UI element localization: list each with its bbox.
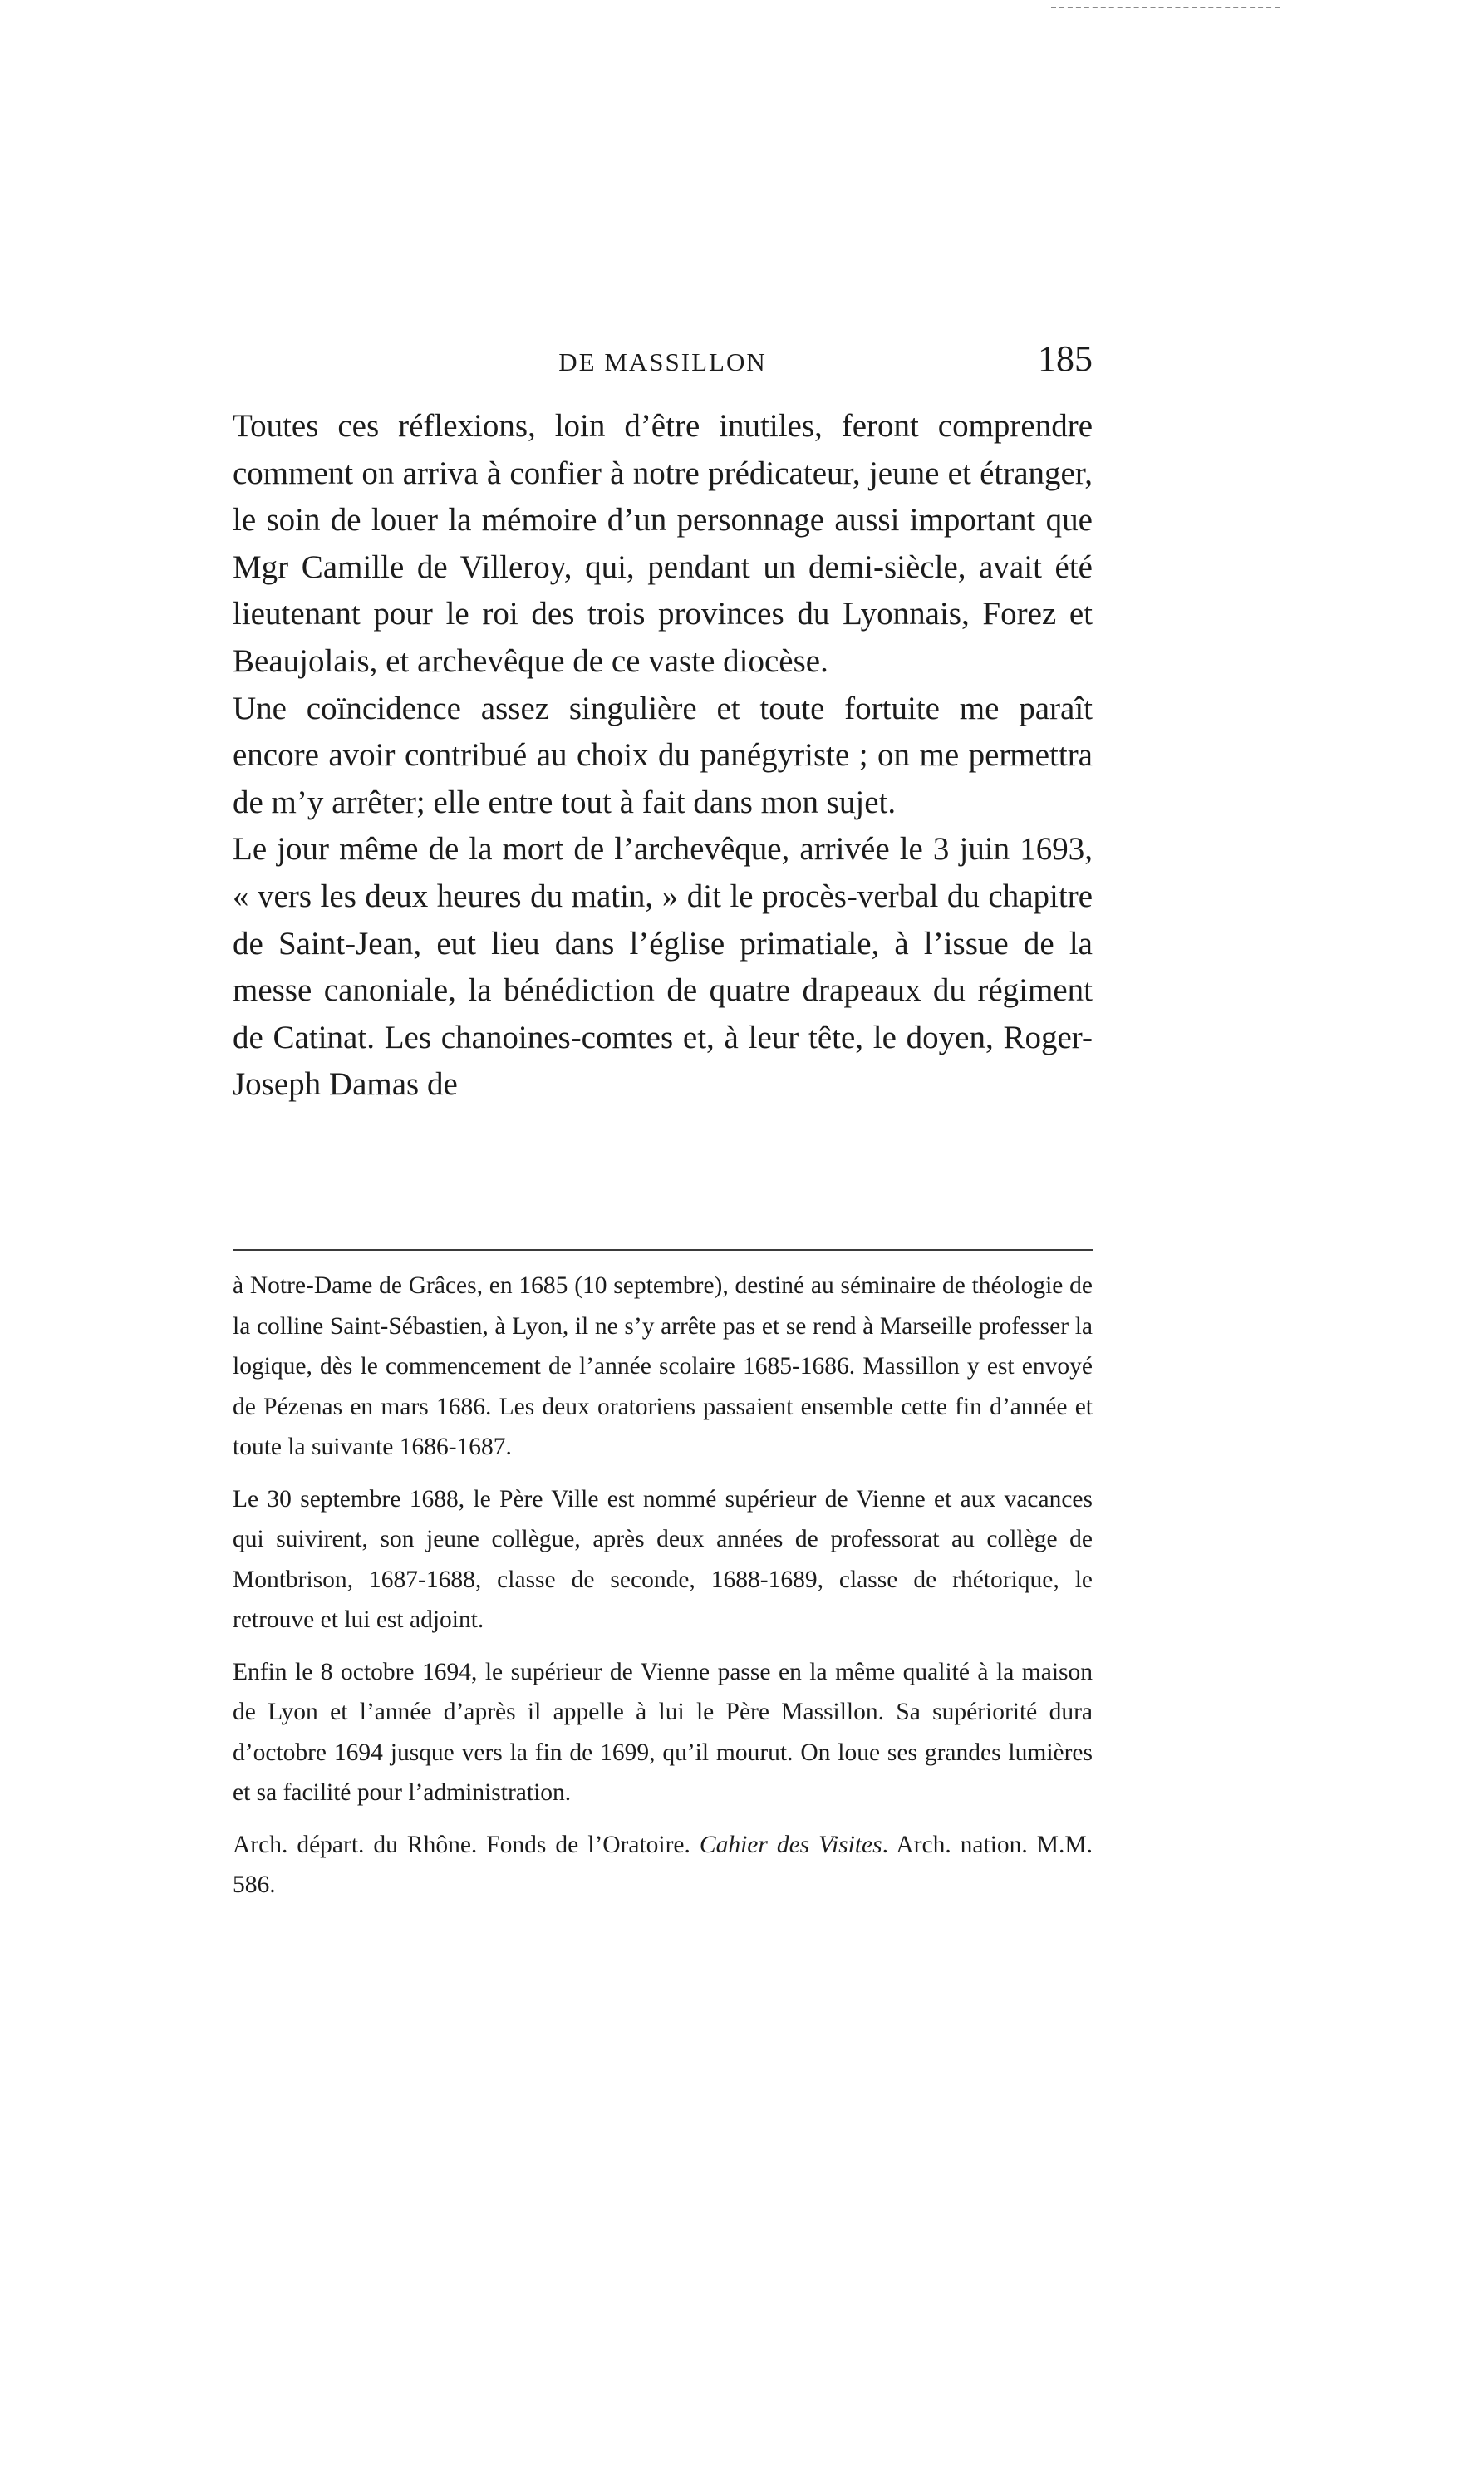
footnote-paragraph: Le 30 septembre 1688, le Père Ville est nommé supérieur de Vienne et aux vacances qui suivirent, son jeune collègue, après deux années de professorat au collège de Montbrison, 1687-1688, classe de seconde, 1688-1689, classe de rhétorique, le retrouve et lui est adjoint. bbox=[233, 1485, 1093, 1633]
source-note bbox=[233, 1825, 1093, 1906]
page-header bbox=[233, 332, 1093, 391]
footnote-separator bbox=[233, 1249, 1093, 1251]
footnote-paragraph: Enfin le 8 octobre 1694, le supérieur de Vienne passe en la même qualité à la maison de Lyon et l’année d’après il appelle à lui le Père Massillon. Sa supériorité dura d’octobre 1694 jusque vers la fin de 1699, qu’il mourut. On loue ses grandes lumières et sa facilité pour l’administration. bbox=[233, 1658, 1093, 1806]
main-text bbox=[233, 403, 1093, 1109]
footnote-paragraph: à Notre-Dame de Grâces, en 1685 (10 septembre), destiné au séminaire de théologie de la colline Saint-Sébastien, à Lyon, il ne s’y arrête pas et se rend à Marseille professer la logique, dès le commencement de l’année scolaire 1685-1686. Massillon y est envoyé de Pézenas en mars 1686. Les deux oratoriens passaient ensemble cette fin d’année et toute la suivante 1686-1687. bbox=[233, 1272, 1093, 1460]
footnotes bbox=[233, 1266, 1093, 1917]
body-paragraph: Une coïncidence assez singulière et toute fortuite me paraît encore avoir contribué au choix du panégyriste ; on me permettra de m’y arrêter; elle entre tout à fait dans mon sujet. bbox=[233, 690, 1093, 820]
source-note-title: Cahier des Visites bbox=[699, 1831, 882, 1858]
body-paragraph: Le jour même de la mort de l’archevêque, arrivée le 3 juin 1693, « vers les deux heures du matin, » dit le procès-verbal du chapitre de Saint-Jean, eut lieu dans l’église primatiale, à l’issue de la messe canoniale, la bénédiction de quatre drapeaux du régiment de Catinat. Les chanoines-comtes et, à leur tête, le doyen, Roger-Joseph Damas de bbox=[233, 831, 1093, 1103]
running-title: DE MASSILLON bbox=[558, 347, 767, 376]
source-note-suffix: . Arch. nation. M.M. 586. bbox=[233, 1831, 1093, 1898]
source-note-prefix: Arch. départ. du Rhône. Fonds de l’Oratoire. bbox=[233, 1831, 700, 1858]
page-number: 185 bbox=[1038, 338, 1093, 379]
body-paragraph: Toutes ces réflexions, loin d’être inutiles, feront comprendre comment on arriva à confier à notre prédicateur, jeune et étranger, le soin de louer la mémoire d’un personnage aussi important que Mgr Camille de Villeroy, qui, pendant un demi-siècle, avait été lieutenant pour le roi des trois provinces du Lyonnais, Forez et Beaujolais, et archevêque de ce vaste diocèse. bbox=[233, 408, 1093, 679]
scan-edge-mark bbox=[1051, 7, 1280, 8]
